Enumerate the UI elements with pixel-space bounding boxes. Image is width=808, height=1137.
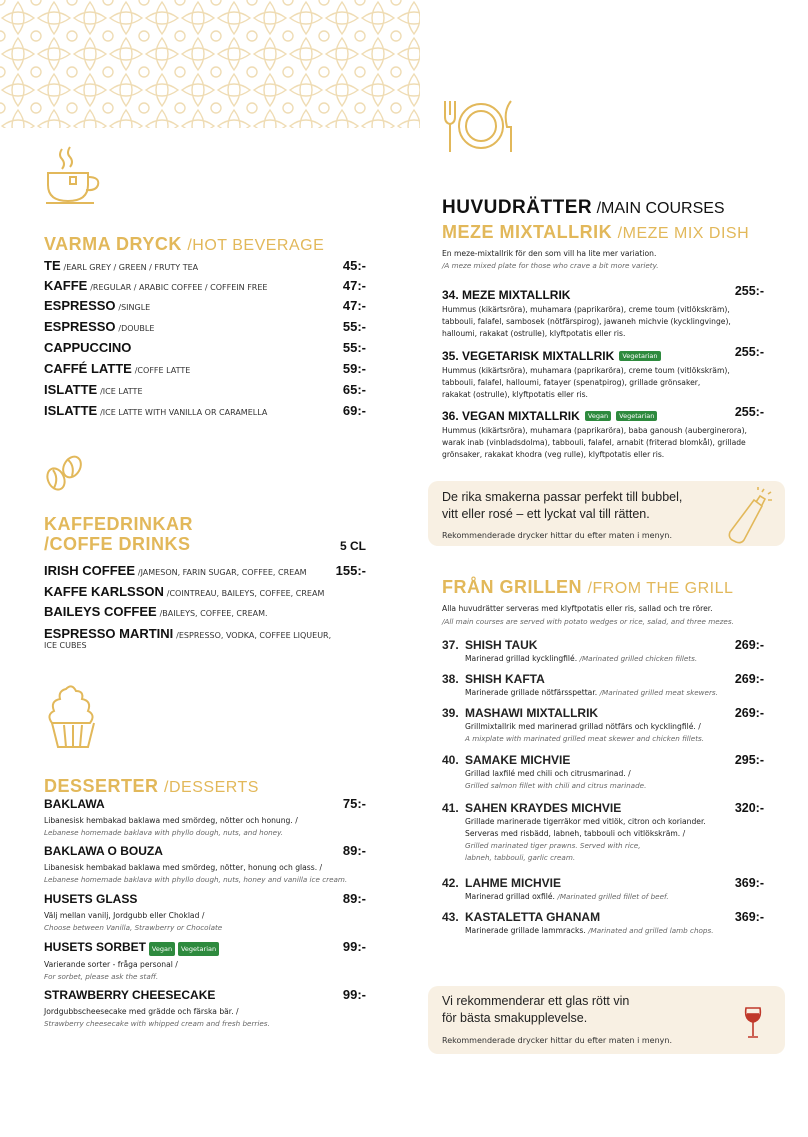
vegan-badge: Vegan <box>149 942 175 956</box>
item-name: KAFFE <box>44 278 88 293</box>
item-price: 45:- <box>342 258 366 273</box>
item-desc <box>465 721 755 745</box>
item-desc <box>465 925 755 937</box>
item-price: 89:- <box>342 891 366 906</box>
coffee-beans-icon <box>44 453 86 497</box>
item-desc <box>442 304 764 340</box>
grill-item <box>442 638 764 668</box>
item-price: 59:- <box>342 361 366 376</box>
desc-sv: Marinerade grillade nötfärsspettar. <box>465 688 598 697</box>
desc-en: /Marinated grilled fillet of beef. <box>557 892 669 901</box>
item-desc: /REGULAR / ARABIC COFFEE / COFFEIN FREE <box>90 283 268 292</box>
item-desc: /ESPRESSO, VODKA, COFFEE LIQUEUR, <box>176 631 332 640</box>
item-desc: /JAMESON, FARIN SUGAR, COFFEE, CREAM <box>137 568 307 577</box>
item-number: 37. <box>442 638 459 652</box>
item-price: 99:- <box>342 987 366 1002</box>
main-courses-title: HUVUDRÄTTER /MAIN COURSES <box>442 197 725 218</box>
dessert-item <box>44 798 366 839</box>
item-desc <box>465 768 755 792</box>
item-number: 43. <box>442 910 459 924</box>
item-name: CAFFÉ LATTE <box>44 361 132 376</box>
desc-sv: Grillad laxfilé med chili och citrusmarinad. / <box>465 769 631 778</box>
item-name: STRAWBERRY CHEESECAKE <box>44 988 216 1002</box>
item-price: 269:- <box>734 672 764 686</box>
recommendation-line: Vi rekommenderar ett glas rött vin <box>442 994 630 1008</box>
menu-item <box>44 361 366 376</box>
item-desc <box>465 816 755 864</box>
item-name: ESPRESSO <box>44 319 116 334</box>
item-price: 269:- <box>734 638 764 652</box>
desc-sv: Marinerad grillad kycklingfilé. <box>465 654 578 663</box>
recommendation-line: för bästa smakupplevelse. <box>442 1011 588 1025</box>
desc-en: Grilled salmon fillet with chili and citrus marinade. <box>465 781 647 790</box>
recommendation-note: Rekommenderade drycker hittar du efter maten i menyn. <box>442 1036 673 1045</box>
dessert-item <box>44 893 366 934</box>
desc-sv: Grillmixtallrik med marinerad grillad nötfärs och kycklingfilé. / <box>465 722 701 731</box>
item-desc: Libanesisk hembakad baklawa med smördeg, nötter och honung. / <box>44 816 298 825</box>
item-name: MASHAWI MIXTALLRIK <box>465 706 599 720</box>
desc-line: Hummus (kikärtsröra), muhamara (paprikaröra), creme toum (vitlökskräm), <box>442 366 730 375</box>
champagne-bottle-icon <box>724 486 776 550</box>
item-desc-en: Lebanese homemade baklava with phyllo dough, nuts, honey and vanilla ice cream. <box>44 875 348 884</box>
item-price: 75:- <box>342 796 366 811</box>
item-price: 89:- <box>342 843 366 858</box>
item-name: TE <box>44 258 61 273</box>
item-desc: /DOUBLE <box>118 324 155 333</box>
coffee-drinks-title: KAFFEDRINKAR <box>44 514 193 534</box>
menu-item <box>44 403 366 418</box>
desserts-title: DESSERTER /DESSERTS <box>44 776 259 796</box>
item-desc <box>465 891 755 903</box>
item-price: 55:- <box>342 340 366 355</box>
item-name: SAMAKE MICHVIE <box>465 753 571 767</box>
item-desc: /ICE LATTE <box>100 387 143 396</box>
recommendation-box-bubbles <box>428 481 785 546</box>
item-desc: Jordgubbscheesecake med grädde och färska bär. / <box>44 1007 239 1016</box>
item-price: 320:- <box>734 801 764 815</box>
item-desc: Välj mellan vanilj, Jordgubb eller Choklad / <box>44 911 205 920</box>
menu-item <box>44 563 366 578</box>
decorative-pattern <box>0 0 420 128</box>
wine-glass-icon <box>743 1006 763 1044</box>
item-price: 369:- <box>734 910 764 924</box>
item-price: 269:- <box>734 706 764 720</box>
recommendation-box-wine <box>428 986 785 1054</box>
item-name: CAPPUCCINO <box>44 340 132 355</box>
menu-item <box>44 584 366 599</box>
serving-size: 5 CL <box>340 539 367 553</box>
item-name: LAHME MICHVIE <box>465 876 561 890</box>
desc-en: labneh, tabbouli, garlic cream. <box>465 853 576 862</box>
item-name: HUSETS GLASS <box>44 892 138 906</box>
cupcake-icon <box>44 683 102 753</box>
menu-item <box>44 604 366 619</box>
item-desc <box>465 653 755 665</box>
meze-intro: En meze-mixtallrik för den som vill ha lite mer variation. <box>442 249 657 258</box>
item-desc: /COINTREAU, BAILEYS, COFFEE, CREAM <box>166 589 325 598</box>
menu-item <box>44 382 366 397</box>
item-number: 39. <box>442 706 459 720</box>
desc-line: tabbouli, falafel, halloumi, fatayer (spenatpirog), grillade grönsaker, <box>442 378 701 387</box>
item-name: SHISH TAUK <box>465 638 538 652</box>
desc-line: halloumi, rakakat (ostrulle), klyftpotatis eller ris. <box>442 329 626 338</box>
item-name: HUSETS SORBET <box>44 940 147 954</box>
menu-item <box>44 340 366 355</box>
grill-item <box>442 753 764 790</box>
desc-en: /Marinated and grilled lamb chops. <box>588 926 714 935</box>
desc-line: warak inab (vinbladsdolma), tabbouli, falafel, arnabit (friterad blomkål), grillade <box>442 438 746 447</box>
item-desc: Libanesisk hembakad baklawa med smördeg, nötter, honung och glass. / <box>44 863 323 872</box>
vegan-badge: Vegan <box>585 411 611 421</box>
item-name: 36. VEGAN MIXTALLRIK <box>442 409 580 423</box>
item-desc <box>442 425 764 461</box>
menu-item <box>44 626 366 651</box>
item-name: BAKLAWA O BOUZA <box>44 844 163 858</box>
meze-item <box>442 284 764 340</box>
item-desc-en: Lebanese homemade baklava with phyllo dough, nuts, and honey. <box>44 828 284 837</box>
item-name: ISLATTE <box>44 403 98 418</box>
grill-item <box>442 706 764 743</box>
item-price: 65:- <box>342 382 366 397</box>
item-price: 47:- <box>342 278 366 293</box>
item-name: KAFFE KARLSSON <box>44 584 164 599</box>
item-desc: /SINGLE <box>118 303 151 312</box>
desc-en: /Marinated grilled meat skewers. <box>599 688 718 697</box>
item-price: 155:- <box>335 563 366 578</box>
meze-item <box>442 405 764 461</box>
menu-item <box>44 319 366 334</box>
hot-beverage-title: VARMA DRYCK /HOT BEVERAGE <box>44 234 325 254</box>
item-name: SAHEN KRAYDES MICHVIE <box>465 801 622 815</box>
desc-line: grönsaker, rakakat khodra (veg rulle), klyftpotatis eller ris. <box>442 450 665 459</box>
item-desc-en: For sorbet, please ask the staff. <box>44 971 159 981</box>
desc-sv: Serveras med risbädd, labneh, tabbouli och vitlökskräm. / <box>465 829 686 838</box>
dessert-item <box>44 845 366 886</box>
item-desc: /ICE LATTE WITH VANILLA OR CARAMELLA <box>100 408 268 417</box>
item-desc: /COFFE LATTE <box>134 366 191 375</box>
grill-item <box>442 910 764 940</box>
desc-line: rakakat (ostrulle), klyftpotatis eller ris. <box>442 390 588 399</box>
grill-item <box>442 801 764 862</box>
item-price: 55:- <box>342 319 366 334</box>
item-desc-en: Strawberry cheesecake with whipped cream and fresh berries. <box>44 1019 270 1028</box>
item-number: 42. <box>442 876 459 890</box>
item-price: 295:- <box>734 753 764 767</box>
item-price: 69:- <box>342 403 366 418</box>
meze-item <box>442 345 764 401</box>
item-desc: Varierande sorter - fråga personal / <box>44 959 178 969</box>
desc-line: Hummus (kikärtsröra), muhamara (paprikaröra), creme toum (vitlökskräm), <box>442 305 730 314</box>
desc-sv: Marinerade grillade lammracks. <box>465 926 586 935</box>
item-price: 47:- <box>342 298 366 313</box>
tea-cup-icon <box>44 145 104 211</box>
meze-title: MEZE MIXTALLRIK /MEZE MIX DISH <box>442 222 750 242</box>
recommendation-line: vitt eller rosé – ett lyckat val till rätten. <box>442 507 650 521</box>
menu-item <box>44 258 366 273</box>
vegetarian-badge: Vegetarian <box>616 411 657 421</box>
item-price: 255:- <box>734 284 764 298</box>
recommendation-note: Rekommenderade drycker hittar du efter maten i menyn. <box>442 531 673 540</box>
item-desc <box>465 687 755 699</box>
item-price: 255:- <box>734 405 764 419</box>
item-name: 35. VEGETARISK MIXTALLRIK <box>442 349 615 363</box>
vegetarian-badge: Vegetarian <box>619 351 660 361</box>
item-price: 255:- <box>734 345 764 359</box>
desc-line: tabbouli, falafel, sambosek (nötfärspirog), jawaneh michvie (kycklingvinge), <box>442 317 731 326</box>
item-name: BAILEYS COFFEE <box>44 604 157 619</box>
desc-sv: Grillade marinerade tigerräkor med vitlök, citron och koriander. <box>465 817 706 826</box>
item-desc-en: Choose between Vanilla, Strawberry or Chocolate <box>44 923 223 932</box>
item-name: KASTALETTA GHANAM <box>465 910 601 924</box>
desc-en: /Marinated grilled chicken fillets. <box>579 654 698 663</box>
desc-en: A mixplate with marinated grilled meat skewer and chicken fillets. <box>465 734 705 743</box>
item-price: 99:- <box>342 939 366 954</box>
item-number: 41. <box>442 801 459 815</box>
item-number: 40. <box>442 753 459 767</box>
item-name: ESPRESSO <box>44 298 116 313</box>
item-desc: /EARL GREY / GREEN / FRUTY TEA <box>63 263 199 272</box>
desc-line: Hummus (kikärtsröra), muhamara (paprikaröra), baba ganoush (auberginerora), <box>442 426 747 435</box>
item-name: ISLATTE <box>44 382 98 397</box>
item-desc: /BAILEYS, COFFEE, CREAM. <box>159 609 268 618</box>
recommendation-line: De rika smakerna passar perfekt till bubbel, <box>442 490 683 504</box>
item-name: IRISH COFFEE <box>44 563 136 578</box>
coffee-drinks-subtitle: /COFFE DRINKS <box>44 534 191 554</box>
grill-intro: Alla huvudrätter serveras med klyftpotatis eller ris, sallad och tre rörer. <box>442 604 713 613</box>
item-number: 38. <box>442 672 459 686</box>
item-name: SHISH KAFTA <box>465 672 545 686</box>
item-name: ESPRESSO MARTINI <box>44 626 174 641</box>
menu-item <box>44 298 366 313</box>
meze-intro-en: /A meze mixed plate for those who crave a bit more variety. <box>442 261 659 270</box>
dessert-item <box>44 941 366 983</box>
vegetarian-badge: Vegetarian <box>178 942 219 956</box>
item-price: 369:- <box>734 876 764 890</box>
grill-item <box>442 876 764 906</box>
menu-item <box>44 278 366 293</box>
dessert-item <box>44 989 366 1030</box>
grill-item <box>442 672 764 702</box>
item-desc <box>442 365 764 401</box>
cutlery-plate-icon <box>441 97 521 159</box>
item-name: BAKLAWA <box>44 797 105 811</box>
item-desc: ICE CUBES <box>44 641 87 650</box>
grill-title: FRÅN GRILLEN /FROM THE GRILL <box>442 577 734 597</box>
grill-intro-en: /All main courses are served with potato wedges or rice, salad, and three mezes. <box>442 617 734 626</box>
desc-en: Grilled marinated tiger prawns. Served with rice, <box>465 841 641 850</box>
item-name: 34. MEZE MIXTALLRIK <box>442 288 571 302</box>
desc-sv: Marinerad grillad oxfilé. <box>465 892 555 901</box>
